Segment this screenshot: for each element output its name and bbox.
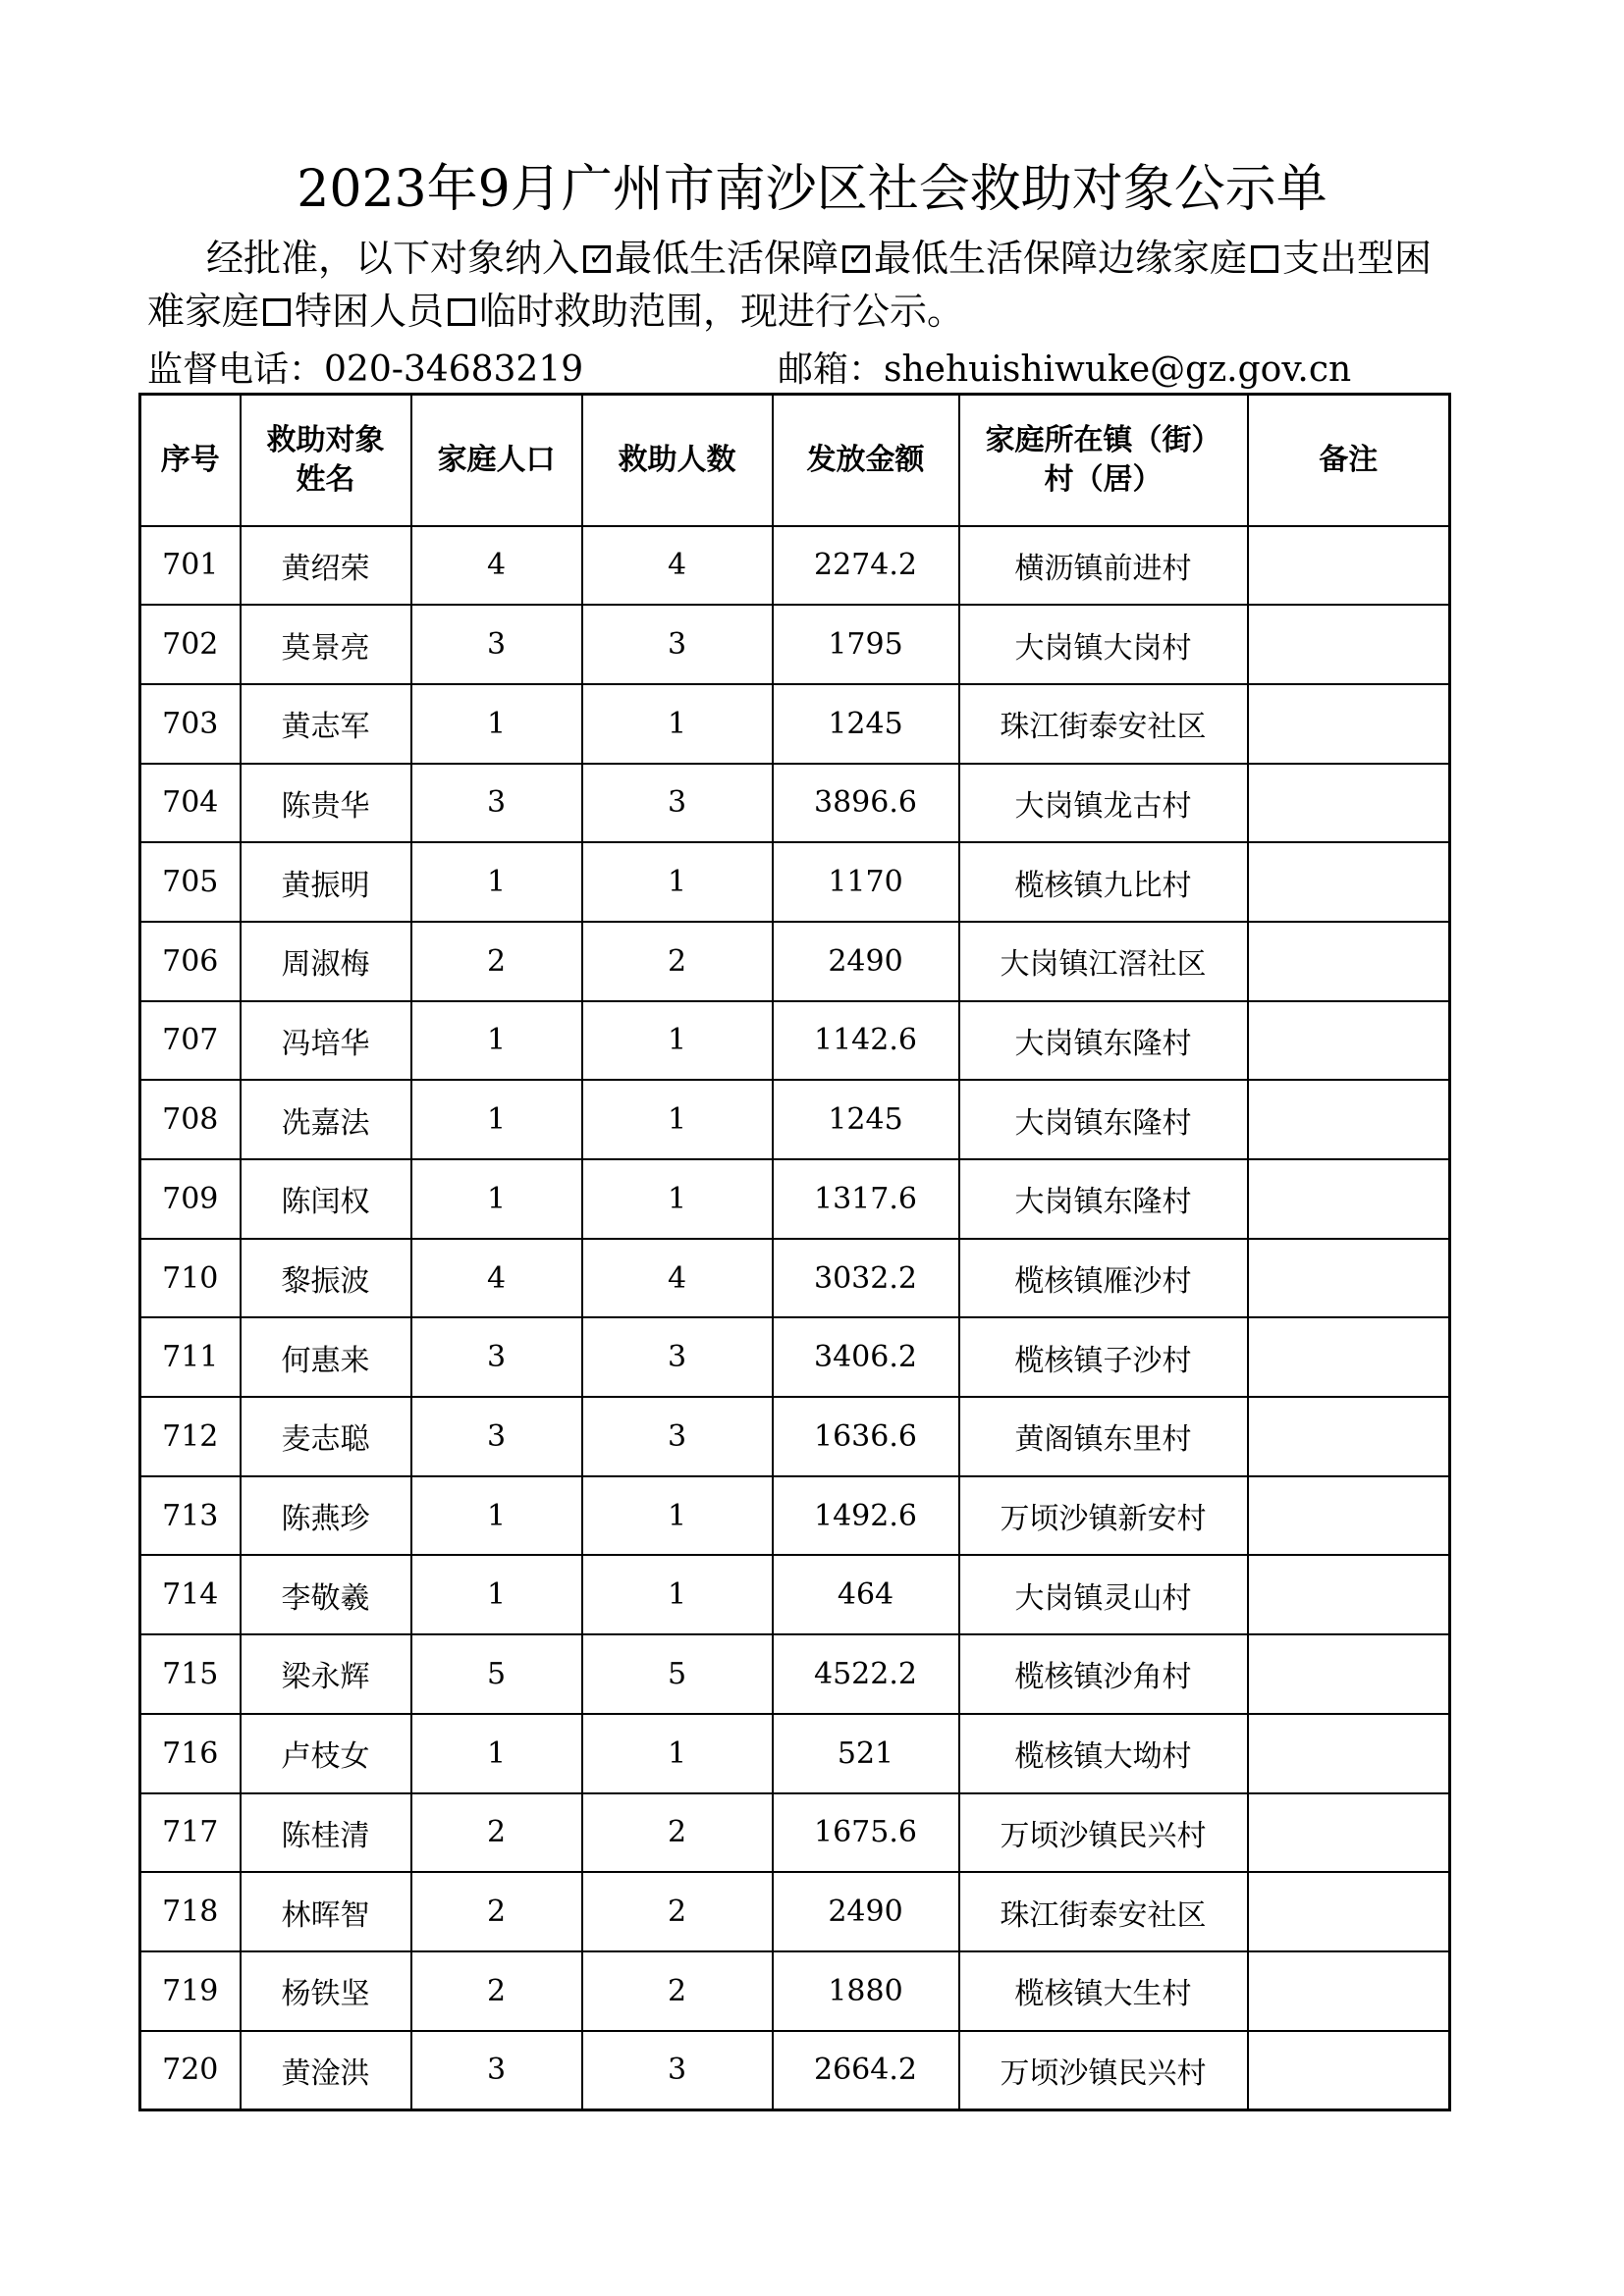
table-row bbox=[140, 1634, 1450, 1714]
header-text: 村（居） bbox=[1044, 461, 1163, 497]
cell-name: 黄绍荣 bbox=[241, 526, 411, 606]
cell-location: 大岗镇龙古村 bbox=[959, 764, 1248, 843]
cell-aid-count: 3 bbox=[582, 764, 773, 843]
cell-remarks bbox=[1248, 1080, 1450, 1159]
checkbox-icon bbox=[583, 242, 611, 273]
cell-remarks bbox=[1248, 526, 1450, 606]
header-text: 家庭所在镇（街） bbox=[985, 422, 1221, 457]
cell-aid-count: 3 bbox=[582, 1397, 773, 1476]
cell-amount: 1170 bbox=[773, 842, 959, 922]
cell-name: 林晖智 bbox=[241, 1872, 411, 1951]
header-text: 救助人数 bbox=[618, 442, 736, 477]
cell-name: 冯培华 bbox=[241, 1001, 411, 1081]
cell-amount: 1142.6 bbox=[773, 1001, 959, 1081]
cell-remarks bbox=[1248, 1634, 1450, 1714]
header-text: 姓名 bbox=[296, 461, 355, 497]
cell-location: 榄核镇雁沙村 bbox=[959, 1239, 1248, 1318]
cell-index: 714 bbox=[140, 1555, 241, 1634]
recipients-table bbox=[138, 393, 1451, 2111]
table-row bbox=[140, 1793, 1450, 1873]
cell-location: 榄核镇子沙村 bbox=[959, 1317, 1248, 1397]
email-address: shehuishiwuke@gz.gov.cn bbox=[884, 349, 1352, 390]
cell-aid-count: 1 bbox=[582, 1476, 773, 1556]
header-text: 发放金额 bbox=[806, 442, 925, 477]
cell-aid-count: 1 bbox=[582, 1555, 773, 1634]
table-body bbox=[140, 526, 1450, 2110]
cell-location: 横沥镇前进村 bbox=[959, 526, 1248, 606]
cell-amount: 3406.2 bbox=[773, 1317, 959, 1397]
cell-remarks bbox=[1248, 1872, 1450, 1951]
cell-location: 大岗镇东隆村 bbox=[959, 1080, 1248, 1159]
cell-aid-count: 4 bbox=[582, 1239, 773, 1318]
cell-location: 万顷沙镇民兴村 bbox=[959, 2031, 1248, 2110]
cell-aid-count: 1 bbox=[582, 1159, 773, 1239]
email-label: 邮箱： bbox=[778, 349, 885, 390]
cell-name: 黎振波 bbox=[241, 1239, 411, 1318]
cell-remarks bbox=[1248, 764, 1450, 843]
cell-family-size: 1 bbox=[411, 1159, 582, 1239]
cell-index: 708 bbox=[140, 1080, 241, 1159]
cell-index: 705 bbox=[140, 842, 241, 922]
cell-remarks bbox=[1248, 1714, 1450, 1793]
cell-aid-count: 1 bbox=[582, 1080, 773, 1159]
cell-amount: 4522.2 bbox=[773, 1634, 959, 1714]
cell-amount: 1245 bbox=[773, 684, 959, 764]
cell-name: 黄振明 bbox=[241, 842, 411, 922]
cell-amount: 1795 bbox=[773, 605, 959, 684]
cell-index: 709 bbox=[140, 1159, 241, 1239]
cell-name: 黄淦洪 bbox=[241, 2031, 411, 2110]
cell-name: 何惠来 bbox=[241, 1317, 411, 1397]
cell-family-size: 2 bbox=[411, 1793, 582, 1873]
cell-family-size: 2 bbox=[411, 922, 582, 1001]
cell-index: 702 bbox=[140, 605, 241, 684]
cell-family-size: 3 bbox=[411, 1397, 582, 1476]
cell-index: 706 bbox=[140, 922, 241, 1001]
cell-location: 珠江街泰安社区 bbox=[959, 684, 1248, 764]
table-row bbox=[140, 1001, 1450, 1081]
cell-amount: 1245 bbox=[773, 1080, 959, 1159]
table-row bbox=[140, 526, 1450, 606]
cell-amount: 3032.2 bbox=[773, 1239, 959, 1318]
cell-remarks bbox=[1248, 1317, 1450, 1397]
table-row bbox=[140, 684, 1450, 764]
header-name bbox=[241, 395, 411, 526]
header-index bbox=[140, 395, 241, 526]
cell-amount: 2664.2 bbox=[773, 2031, 959, 2110]
table-row bbox=[140, 764, 1450, 843]
cell-family-size: 5 bbox=[411, 1634, 582, 1714]
check-mark-icon: ✓ bbox=[588, 242, 610, 272]
cell-location: 珠江街泰安社区 bbox=[959, 1872, 1248, 1951]
table-row bbox=[140, 1080, 1450, 1159]
cell-family-size: 4 bbox=[411, 526, 582, 606]
cell-location: 榄核镇九比村 bbox=[959, 842, 1248, 922]
table-row bbox=[140, 842, 1450, 922]
cell-name: 周淑梅 bbox=[241, 922, 411, 1001]
cell-remarks bbox=[1248, 1793, 1450, 1873]
cell-name: 莫景亮 bbox=[241, 605, 411, 684]
cell-aid-count: 1 bbox=[582, 1714, 773, 1793]
cell-aid-count: 4 bbox=[582, 526, 773, 606]
table-row bbox=[140, 605, 1450, 684]
cell-name: 陈燕珍 bbox=[241, 1476, 411, 1556]
header-text: 序号 bbox=[160, 442, 220, 477]
cell-index: 710 bbox=[140, 1239, 241, 1318]
cell-family-size: 1 bbox=[411, 842, 582, 922]
cell-name: 李敬羲 bbox=[241, 1555, 411, 1634]
intro-tail: 范围，现进行公示。 bbox=[628, 290, 965, 333]
phone-number: 020-34683219 bbox=[324, 349, 584, 390]
checkbox-icon bbox=[842, 242, 870, 273]
cell-name: 麦志聪 bbox=[241, 1397, 411, 1476]
cell-family-size: 1 bbox=[411, 1476, 582, 1556]
cell-family-size: 3 bbox=[411, 605, 582, 684]
cell-family-size: 1 bbox=[411, 1001, 582, 1081]
cell-index: 703 bbox=[140, 684, 241, 764]
table-row bbox=[140, 1555, 1450, 1634]
table-row bbox=[140, 922, 1450, 1001]
cell-location: 大岗镇东隆村 bbox=[959, 1159, 1248, 1239]
cell-location: 大岗镇大岗村 bbox=[959, 605, 1248, 684]
page-title: 2023年9月广州市南沙区社会救助对象公示单 bbox=[297, 160, 1327, 219]
cell-aid-count: 3 bbox=[582, 2031, 773, 2110]
cell-aid-count: 1 bbox=[582, 842, 773, 922]
cell-index: 707 bbox=[140, 1001, 241, 1081]
cell-location: 大岗镇灵山村 bbox=[959, 1555, 1248, 1634]
cell-location: 榄核镇大坳村 bbox=[959, 1714, 1248, 1793]
table-row bbox=[140, 1239, 1450, 1318]
check-mark-icon: ✓ bbox=[847, 242, 869, 272]
cell-name: 梁永辉 bbox=[241, 1634, 411, 1714]
table-row bbox=[140, 1872, 1450, 1951]
phone-label: 监督电话： bbox=[147, 349, 325, 390]
cell-location: 万顷沙镇新安村 bbox=[959, 1476, 1248, 1556]
category-label: 最低生活保障边缘家庭 bbox=[874, 237, 1248, 280]
cell-family-size: 3 bbox=[411, 1317, 582, 1397]
cell-amount: 464 bbox=[773, 1555, 959, 1634]
cell-name: 冼嘉法 bbox=[241, 1080, 411, 1159]
category-label: 临时救助 bbox=[479, 290, 629, 333]
cell-amount: 1636.6 bbox=[773, 1397, 959, 1476]
cell-index: 719 bbox=[140, 1951, 241, 2031]
header-amount bbox=[773, 395, 959, 526]
category-label: 最低生活保障 bbox=[615, 237, 839, 280]
cell-remarks bbox=[1248, 842, 1450, 922]
cell-location: 黄阁镇东里村 bbox=[959, 1397, 1248, 1476]
table-row bbox=[140, 1397, 1450, 1476]
cell-name: 陈贵华 bbox=[241, 764, 411, 843]
cell-family-size: 2 bbox=[411, 1872, 582, 1951]
cell-index: 711 bbox=[140, 1317, 241, 1397]
header-aid-count bbox=[582, 395, 773, 526]
cell-family-size: 1 bbox=[411, 684, 582, 764]
cell-location: 大岗镇江滘社区 bbox=[959, 922, 1248, 1001]
header-text: 备注 bbox=[1319, 442, 1379, 477]
cell-remarks bbox=[1248, 605, 1450, 684]
cell-name: 杨铁坚 bbox=[241, 1951, 411, 2031]
cell-index: 715 bbox=[140, 1634, 241, 1714]
cell-amount: 1492.6 bbox=[773, 1476, 959, 1556]
cell-index: 716 bbox=[140, 1714, 241, 1793]
table-row bbox=[140, 1159, 1450, 1239]
cell-amount: 2490 bbox=[773, 1872, 959, 1951]
cell-name: 黄志军 bbox=[241, 684, 411, 764]
cell-amount: 521 bbox=[773, 1714, 959, 1793]
header-text: 家庭人口 bbox=[437, 442, 556, 477]
cell-family-size: 3 bbox=[411, 764, 582, 843]
cell-remarks bbox=[1248, 1001, 1450, 1081]
header-family-size bbox=[411, 395, 582, 526]
cell-name: 卢枝女 bbox=[241, 1714, 411, 1793]
category-label: 特困人员 bbox=[295, 290, 445, 333]
cell-index: 701 bbox=[140, 526, 241, 606]
cell-remarks bbox=[1248, 2031, 1450, 2110]
cell-family-size: 2 bbox=[411, 1951, 582, 2031]
cell-location: 榄核镇沙角村 bbox=[959, 1634, 1248, 1714]
cell-aid-count: 2 bbox=[582, 922, 773, 1001]
cell-name: 陈闰权 bbox=[241, 1159, 411, 1239]
cell-amount: 1317.6 bbox=[773, 1159, 959, 1239]
cell-index: 712 bbox=[140, 1397, 241, 1476]
cell-remarks bbox=[1248, 1159, 1450, 1239]
checkbox-empty-icon bbox=[448, 298, 475, 326]
cell-amount: 2274.2 bbox=[773, 526, 959, 606]
header-remarks bbox=[1248, 395, 1450, 526]
cell-amount: 1675.6 bbox=[773, 1793, 959, 1873]
cell-aid-count: 1 bbox=[582, 684, 773, 764]
intro-lead: 经批准，以下对象纳入 bbox=[206, 237, 580, 280]
table-row bbox=[140, 2031, 1450, 2110]
cell-aid-count: 2 bbox=[582, 1951, 773, 2031]
email-line bbox=[778, 346, 1351, 395]
cell-index: 704 bbox=[140, 764, 241, 843]
intro-paragraph bbox=[147, 232, 1443, 338]
table-row bbox=[140, 1714, 1450, 1793]
cell-family-size: 1 bbox=[411, 1714, 582, 1793]
header-location bbox=[959, 395, 1248, 526]
header-text: 救助对象 bbox=[266, 422, 385, 457]
cell-location: 万顷沙镇民兴村 bbox=[959, 1793, 1248, 1873]
cell-index: 720 bbox=[140, 2031, 241, 2110]
cell-family-size: 1 bbox=[411, 1080, 582, 1159]
cell-location: 榄核镇大生村 bbox=[959, 1951, 1248, 2031]
cell-index: 718 bbox=[140, 1872, 241, 1951]
cell-index: 713 bbox=[140, 1476, 241, 1556]
table-header-row bbox=[140, 395, 1450, 526]
cell-remarks bbox=[1248, 1397, 1450, 1476]
cell-family-size: 3 bbox=[411, 2031, 582, 2110]
cell-remarks bbox=[1248, 1476, 1450, 1556]
table-row bbox=[140, 1476, 1450, 1556]
cell-aid-count: 5 bbox=[582, 1634, 773, 1714]
cell-aid-count: 3 bbox=[582, 605, 773, 684]
cell-location: 大岗镇东隆村 bbox=[959, 1001, 1248, 1081]
cell-index: 717 bbox=[140, 1793, 241, 1873]
cell-family-size: 1 bbox=[411, 1555, 582, 1634]
cell-aid-count: 1 bbox=[582, 1001, 773, 1081]
cell-remarks bbox=[1248, 1951, 1450, 2031]
checkbox-empty-icon bbox=[1251, 245, 1278, 273]
cell-aid-count: 2 bbox=[582, 1872, 773, 1951]
phone-line bbox=[147, 346, 583, 395]
cell-remarks bbox=[1248, 1239, 1450, 1318]
cell-aid-count: 3 bbox=[582, 1317, 773, 1397]
table-row bbox=[140, 1317, 1450, 1397]
cell-aid-count: 2 bbox=[582, 1793, 773, 1873]
cell-remarks bbox=[1248, 684, 1450, 764]
cell-remarks bbox=[1248, 922, 1450, 1001]
cell-remarks bbox=[1248, 1555, 1450, 1634]
category-label: 支出型困难家庭 bbox=[147, 237, 1433, 333]
cell-family-size: 4 bbox=[411, 1239, 582, 1318]
cell-amount: 1880 bbox=[773, 1951, 959, 2031]
cell-amount: 2490 bbox=[773, 922, 959, 1001]
cell-name: 陈桂清 bbox=[241, 1793, 411, 1873]
table-row bbox=[140, 1951, 1450, 2031]
checkbox-empty-icon bbox=[263, 298, 291, 326]
cell-amount: 3896.6 bbox=[773, 764, 959, 843]
